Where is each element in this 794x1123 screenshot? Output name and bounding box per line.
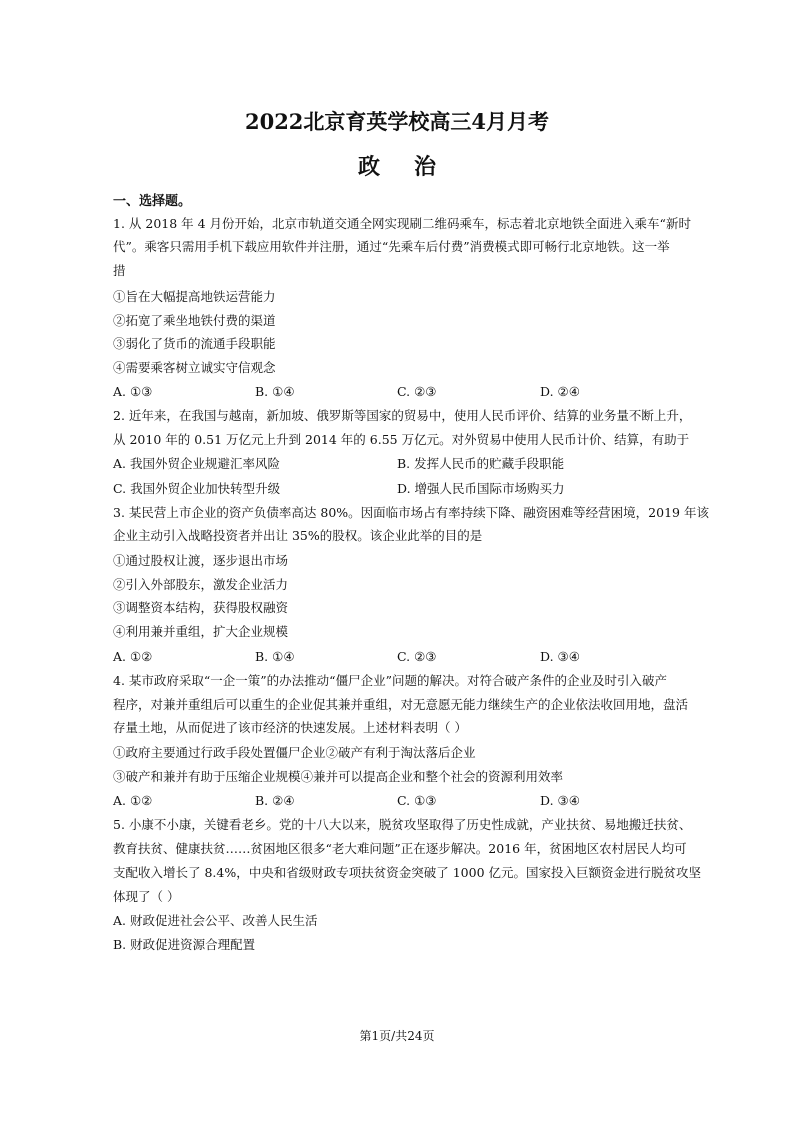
q3-stem-line: 3. 某民营上市企业的资产负债率高达 80%。因面临市场占有率持续下降、融资困难等经营困境，2019 年该 bbox=[113, 505, 709, 520]
q3-item: ④利用兼并重组，扩大企业规模 bbox=[113, 624, 289, 639]
q4-option-b: B. ②④ bbox=[255, 793, 295, 808]
q3-item: ①通过股权让渡，逐步退出市场 bbox=[113, 553, 289, 568]
q1-option-d: D. ②④ bbox=[540, 384, 580, 399]
q4-option-c: C. ①③ bbox=[397, 793, 437, 808]
q3-option-a: A. ①② bbox=[113, 649, 153, 664]
q3-option-c: C. ②③ bbox=[397, 649, 437, 664]
q1-item: ①旨在大幅提高地铁运营能力 bbox=[113, 289, 276, 304]
page-title: 2022北京育英学校高三4月月考 bbox=[244, 109, 550, 134]
q1-stem-line: 1. 从 2018 年 4 月份开始，北京市轨道交通全网实现刷二维码乘车，标志着北京地铁全面进入乘车“新时 bbox=[113, 216, 691, 231]
q3-option-b: B. ①④ bbox=[255, 649, 295, 664]
q5-stem-line: 教育扶贫、健康扶贫……贫困地区很多“老大难问题”正在逐步解决。2016 年，贫困地区农村居民人均可 bbox=[113, 841, 687, 856]
q4-stem-line: 存量土地，从而促进了该市经济的快速发展。上述材料表明（ ） bbox=[113, 720, 467, 735]
q5-stem-line: 体现了（ ） bbox=[113, 889, 180, 904]
q1-item: ③弱化了货币的流通手段职能 bbox=[113, 336, 276, 351]
q3-item: ③调整资本结构，获得股权融资 bbox=[113, 600, 289, 615]
q1-option-b: B. ①④ bbox=[255, 384, 295, 399]
q2-stem-line: 2. 近年来，在我国与越南，新加坡、俄罗斯等国家的贸易中，使用人民币评价、结算的业务量不断上升， bbox=[113, 408, 692, 423]
q2-option-d: D. 增强人民币国际市场购买力 bbox=[397, 481, 565, 496]
q4-item: ③破产和兼并有助于压缩企业规模④兼并可以提高企业和整个社会的资源利用效率 bbox=[113, 769, 564, 784]
q5-option-b: B. 财政促进资源合理配置 bbox=[113, 937, 256, 952]
q4-option-a: A. ①② bbox=[113, 793, 153, 808]
q4-stem-line: 4. 某市政府采取“一企一策”的办法推动“僵尸企业”问题的解决。对符合破产条件的企业及时引入破产 bbox=[113, 673, 667, 688]
q5-stem-line: 5. 小康不小康，关键看老乡。党的十八大以来，脱贫攻坚取得了历史性成就，产业扶贫、易地搬迁扶贫、 bbox=[113, 817, 692, 832]
q2-option-b: B. 发挥人民币的贮藏手段职能 bbox=[397, 456, 565, 471]
q1-stem-line: 代”。乘客只需用手机下载应用软件并注册，通过“先乘车后付费”消费模式即可畅行北京地铁。这一举 bbox=[113, 239, 670, 254]
q1-stem-line: 措 bbox=[113, 263, 126, 278]
page-number: 第1页/共24页 bbox=[359, 1029, 435, 1043]
q2-option-c: C. 我国外贸企业加快转型升级 bbox=[113, 481, 281, 496]
q5-stem-line: 支配收入增长了 8.4%，中央和省级财政专项扶贫资金突破了 1000 亿元。国家投入巨额资金进行脱贫攻坚 bbox=[113, 865, 701, 880]
subject-title: 政治 bbox=[357, 154, 470, 180]
q3-option-d: D. ③④ bbox=[540, 649, 580, 664]
q2-option-a: A. 我国外贸企业规避汇率风险 bbox=[113, 456, 280, 471]
q4-option-d: D. ③④ bbox=[540, 793, 580, 808]
q1-option-a: A. ①③ bbox=[113, 384, 153, 399]
q3-stem-line: 企业主动引入战略投资者并出让 35%的股权。该企业此举的目的是 bbox=[113, 528, 483, 543]
q1-item: ②拓宽了乘坐地铁付费的渠道 bbox=[113, 313, 276, 328]
q1-item: ④需要乘客树立诚实守信观念 bbox=[113, 360, 276, 375]
q3-item: ②引入外部股东，激发企业活力 bbox=[113, 577, 289, 592]
q4-item: ①政府主要通过行政手段处置僵尸企业②破产有利于淘汰落后企业 bbox=[113, 745, 476, 760]
q1-option-c: C. ②③ bbox=[397, 384, 437, 399]
q4-stem-line: 程序，对兼并重组后可以重生的企业促其兼并重组，对无意愿无能力继续生产的企业依法收回用地，盘活 bbox=[113, 697, 689, 712]
section-title: 一、选择题。 bbox=[113, 194, 192, 209]
q5-option-a: A. 财政促进社会公平、改善人民生活 bbox=[113, 913, 318, 928]
q2-stem-line: 从 2010 年的 0.51 万亿元上升到 2014 年的 6.55 万亿元。对外贸易中使用人民币计价、结算，有助于 bbox=[113, 432, 690, 447]
